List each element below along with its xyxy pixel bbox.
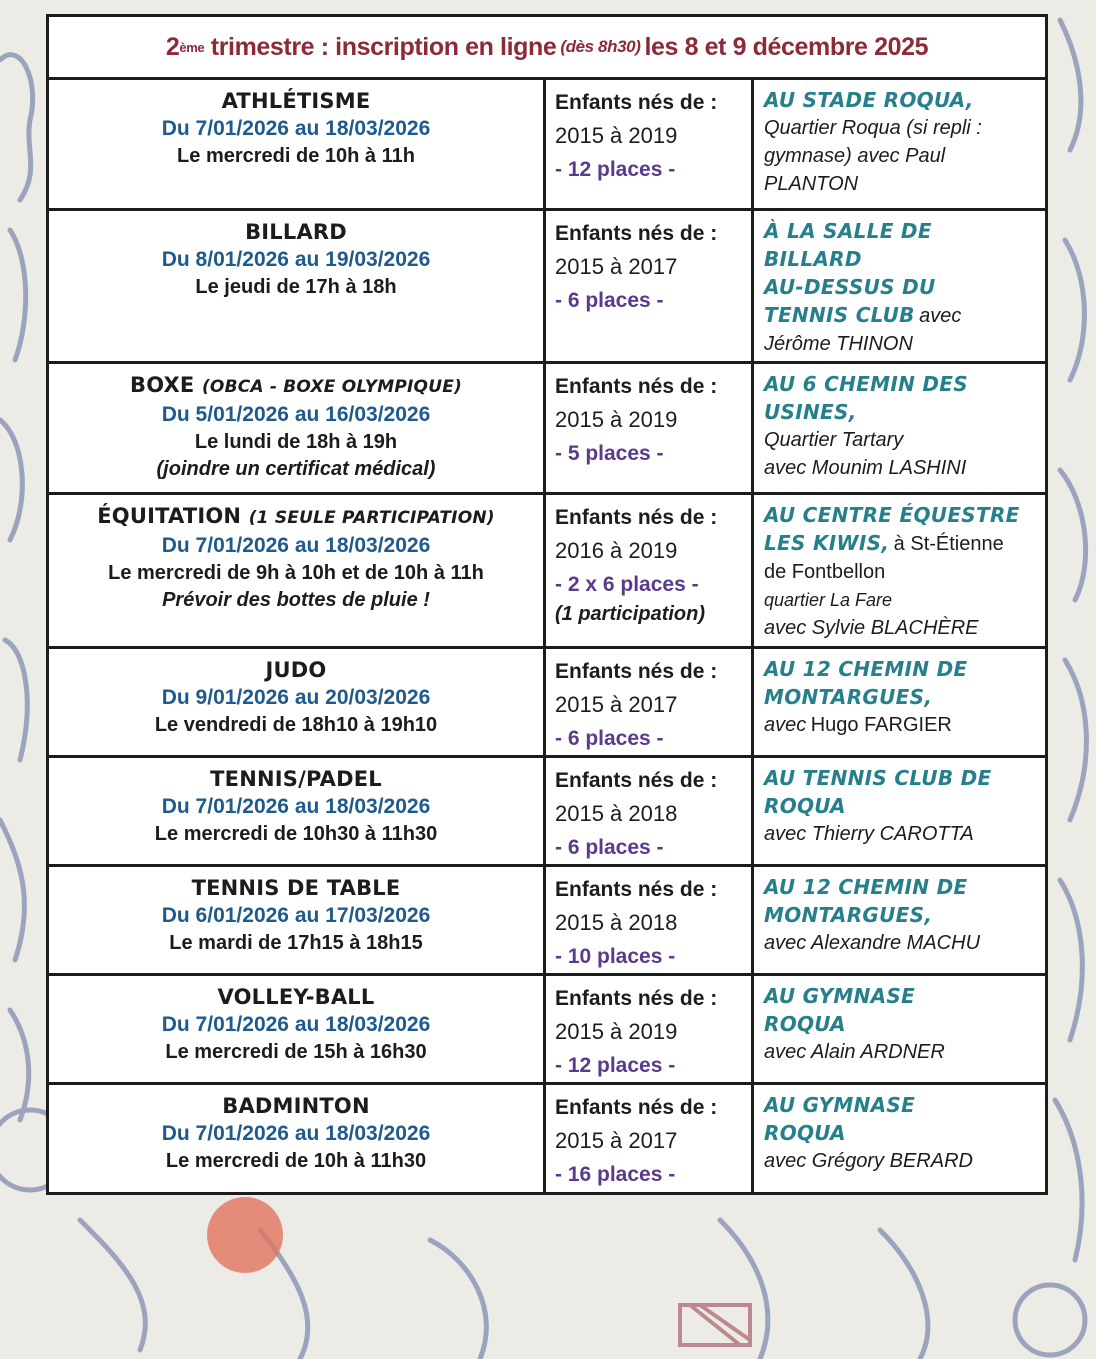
location-detail: avec Alain ARDNER xyxy=(764,1041,945,1064)
born-years: 2015 à 2017 xyxy=(555,1128,678,1154)
date-range: Du 7/01/2026 au 18/03/2026 xyxy=(161,795,431,819)
born-label: Enfants nés de : xyxy=(555,769,718,793)
location-detail: Hugo FARGIER xyxy=(810,714,952,737)
table-row xyxy=(49,758,1045,867)
location-detail: PLANTON xyxy=(764,173,859,195)
location-name: MONTARGUES, xyxy=(764,903,933,928)
location-cell xyxy=(754,211,1045,360)
schedule: Le vendredi de 18h10 à 19h10 xyxy=(154,714,438,737)
date-range: Du 7/01/2026 au 18/03/2026 xyxy=(161,1122,431,1146)
table-row xyxy=(49,364,1045,495)
places-count: - 2 x 6 places - xyxy=(555,573,699,597)
date-range: Du 7/01/2026 au 18/03/2026 xyxy=(161,117,431,140)
schedule: Le lundi de 18h à 19h xyxy=(194,430,398,453)
age-cell xyxy=(546,364,754,492)
sport-subtitle: (OBCA - BOXE OLYMPIQUE) xyxy=(201,376,462,397)
sport-subtitle: (1 SEULE PARTICIPATION) xyxy=(248,508,495,529)
location-detail: avec Sylvie BLACHÈRE xyxy=(764,617,979,640)
page-title xyxy=(49,17,1045,80)
location-detail: avec Thierry CAROTTA xyxy=(764,823,974,846)
date-range: Du 8/01/2026 au 19/03/2026 xyxy=(161,248,431,272)
table-row xyxy=(49,495,1045,649)
location-detail: de Fontbellon xyxy=(764,561,886,584)
activity-cell xyxy=(49,1085,546,1192)
date-range: Du 6/01/2026 au 17/03/2026 xyxy=(161,904,431,928)
sport-name: VOLLEY-BALL xyxy=(217,985,375,1010)
location-cell xyxy=(754,758,1045,864)
sport-name: ÉQUITATION (1 SEULE PARTICIPATION) xyxy=(97,504,495,529)
location-detail: avec Mounim LASHINI xyxy=(764,456,967,479)
location-name: AU STADE ROQUA, xyxy=(764,88,974,112)
location-detail: avec Alexandre MACHU xyxy=(764,932,981,955)
born-years: 2015 à 2018 xyxy=(555,801,678,827)
table-row xyxy=(49,649,1045,758)
schedule-note: (joindre un certificat médical) xyxy=(156,457,436,480)
born-label: Enfants nés de : xyxy=(555,878,718,902)
location-name: BILLARD xyxy=(764,247,862,272)
schedule: Le jeudi de 17h à 18h xyxy=(195,276,397,299)
title-time-note: (dès 8h30) xyxy=(560,37,641,56)
location-detail: quartier La Fare xyxy=(764,590,893,611)
age-cell xyxy=(546,1085,754,1192)
activity-cell xyxy=(49,364,546,492)
participation-note: (1 participation) xyxy=(555,603,706,626)
schedule: Le mardi de 17h15 à 18h15 xyxy=(169,932,423,955)
born-label: Enfants nés de : xyxy=(555,506,718,530)
schedule: Le mercredi de 15h à 16h30 xyxy=(165,1041,427,1064)
location-name: ROQUA xyxy=(764,794,846,819)
location-detail: avec Grégory BERARD xyxy=(764,1150,973,1173)
location-cell xyxy=(754,364,1045,492)
location-name: AU 12 CHEMIN DE xyxy=(764,657,968,682)
sport-name: TENNIS DE TABLE xyxy=(191,876,401,901)
date-range: Du 9/01/2026 au 20/03/2026 xyxy=(161,686,431,710)
born-years: 2015 à 2017 xyxy=(555,692,678,718)
places-count: - 10 places - xyxy=(555,945,676,969)
location-cell xyxy=(754,649,1045,755)
born-years: 2015 à 2019 xyxy=(555,123,678,148)
location-name: ROQUA xyxy=(764,1121,846,1146)
title-part2: les 8 et 9 décembre 2025 xyxy=(644,32,929,61)
activity-cell xyxy=(49,758,546,864)
location-detail: Quartier Tartary xyxy=(764,428,904,451)
places-count: - 6 places - xyxy=(555,836,664,860)
sport-name: BILLARD xyxy=(245,220,347,245)
title-ordinal-sup: ème xyxy=(179,39,205,55)
born-label: Enfants nés de : xyxy=(555,660,718,684)
table-row xyxy=(49,80,1045,211)
location-detail: gymnase) avec Paul xyxy=(764,145,946,167)
age-cell xyxy=(546,867,754,973)
places-count: - 6 places - xyxy=(555,289,664,313)
location-cell xyxy=(754,495,1045,646)
born-label: Enfants nés de : xyxy=(555,374,718,398)
location-name: AU 12 CHEMIN DE xyxy=(764,875,968,900)
date-range: Du 7/01/2026 au 18/03/2026 xyxy=(161,534,431,558)
age-cell xyxy=(546,976,754,1082)
location-detail: avec xyxy=(764,714,807,737)
sport-name: BOXE (OBCA - BOXE OLYMPIQUE) xyxy=(129,372,462,397)
sport-name: TENNIS/PADEL xyxy=(210,767,382,792)
born-years: 2015 à 2019 xyxy=(555,406,678,432)
age-cell xyxy=(546,758,754,864)
title-part1: trimestre : inscription en ligne xyxy=(210,32,557,61)
schedule-table xyxy=(46,14,1048,1195)
age-cell xyxy=(546,649,754,755)
table-row xyxy=(49,1085,1045,1192)
schedule: Le mercredi de 10h à 11h30 xyxy=(165,1150,427,1173)
age-cell xyxy=(546,495,754,646)
schedule: Le mercredi de 9h à 10h et de 10h à 11h xyxy=(108,562,484,585)
places-count: - 6 places - xyxy=(555,727,664,751)
location-name: AU 6 CHEMIN DES xyxy=(764,371,968,396)
location-name: TENNIS CLUB xyxy=(764,303,915,328)
activity-cell xyxy=(49,211,546,360)
table-row xyxy=(49,867,1045,976)
born-label: Enfants nés de : xyxy=(555,987,718,1011)
places-count: - 12 places - xyxy=(555,158,676,181)
location-cell xyxy=(754,976,1045,1082)
age-cell xyxy=(546,80,754,208)
sport-name: ATHLÉTISME xyxy=(221,89,371,113)
places-count: - 12 places - xyxy=(555,1054,676,1078)
born-years: 2015 à 2018 xyxy=(555,910,678,936)
location-name: AU-DESSUS DU xyxy=(764,275,936,300)
born-label: Enfants nés de : xyxy=(555,222,718,246)
activity-cell xyxy=(49,976,546,1082)
location-detail: Jérôme THINON xyxy=(764,333,913,356)
born-label: Enfants nés de : xyxy=(555,1096,718,1120)
table-row xyxy=(49,211,1045,363)
location-name: AU CENTRE ÉQUESTRE xyxy=(764,503,1020,528)
born-years: 2015 à 2017 xyxy=(555,254,678,280)
location-name: AU TENNIS CLUB DE xyxy=(764,766,992,791)
location-detail: avec xyxy=(919,305,962,328)
title-ordinal: 2 xyxy=(165,32,180,61)
activity-cell xyxy=(49,80,546,208)
schedule: Le mercredi de 10h30 à 11h30 xyxy=(154,823,438,846)
sport-name: JUDO xyxy=(265,658,327,683)
date-range: Du 7/01/2026 au 18/03/2026 xyxy=(161,1013,431,1037)
sport-name: BADMINTON xyxy=(222,1094,370,1119)
location-cell xyxy=(754,1085,1045,1192)
location-name: AU GYMNASE xyxy=(764,984,916,1009)
table-row xyxy=(49,976,1045,1085)
location-name: LES KIWIS, xyxy=(764,531,890,556)
schedule-note: Prévoir des bottes de pluie ! xyxy=(162,589,430,612)
born-years: 2015 à 2019 xyxy=(555,1019,678,1045)
born-label: Enfants nés de : xyxy=(555,91,718,114)
location-name: À LA SALLE DE xyxy=(764,219,932,244)
location-cell xyxy=(754,867,1045,973)
activity-cell xyxy=(49,649,546,755)
date-range: Du 5/01/2026 au 16/03/2026 xyxy=(161,402,431,426)
age-cell xyxy=(546,211,754,360)
born-years: 2016 à 2019 xyxy=(555,538,678,564)
location-name: ROQUA xyxy=(764,1012,846,1037)
places-count: - 16 places - xyxy=(555,1163,676,1187)
location-detail: à St-Étienne xyxy=(893,533,1004,556)
location-name: AU GYMNASE xyxy=(764,1093,916,1118)
location-cell xyxy=(754,80,1045,208)
schedule: Le mercredi de 10h à 11h xyxy=(177,145,415,167)
activity-cell xyxy=(49,867,546,973)
location-detail: Quartier Roqua (si repli : xyxy=(764,117,982,139)
location-name: MONTARGUES, xyxy=(764,685,933,710)
places-count: - 5 places - xyxy=(555,441,664,465)
activity-cell xyxy=(49,495,546,646)
location-name: USINES, xyxy=(764,399,857,424)
